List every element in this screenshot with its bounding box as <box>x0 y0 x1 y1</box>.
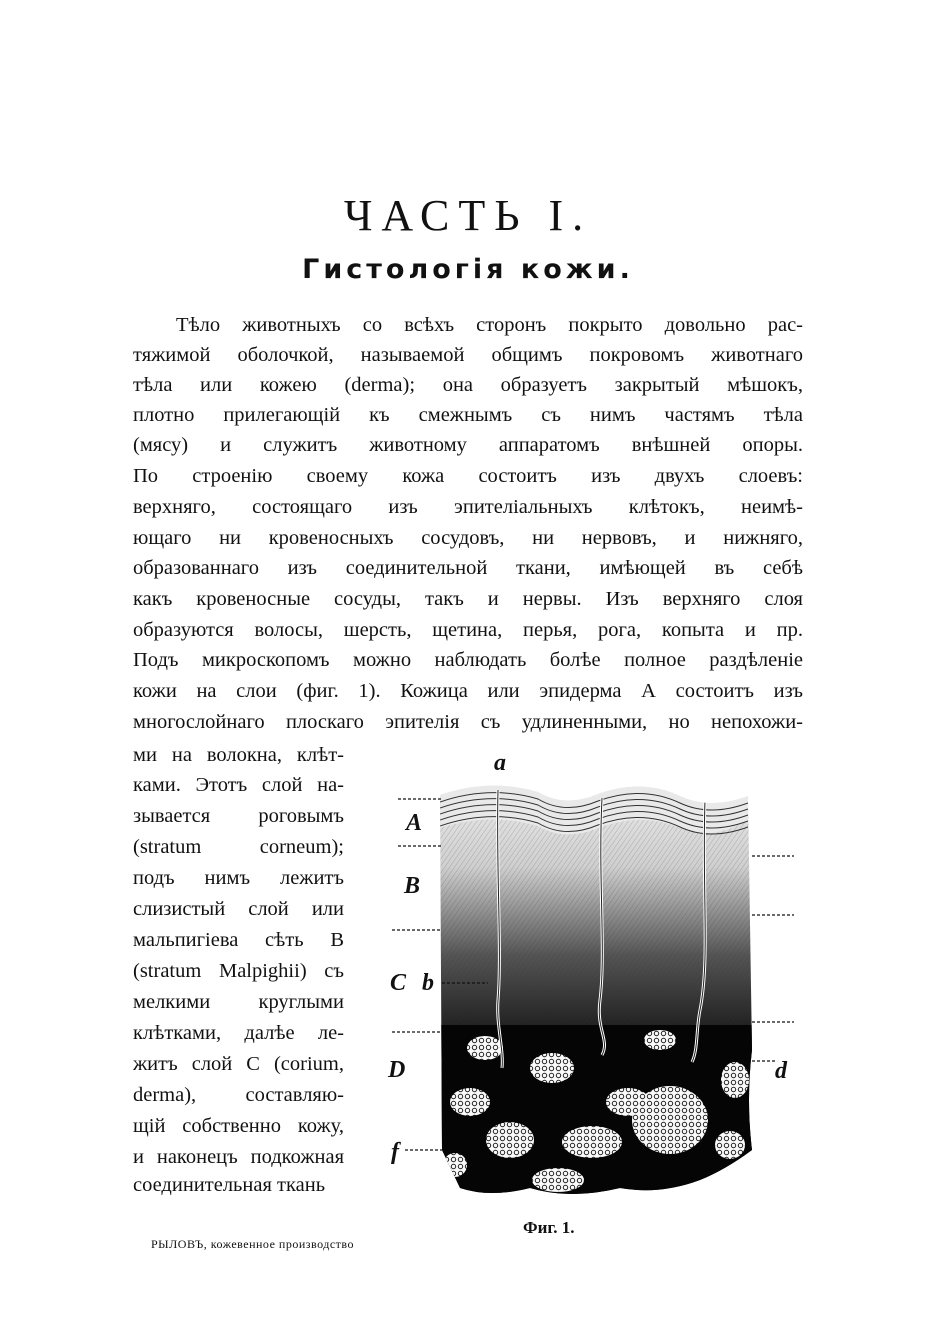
side-line: щій собственно кожу, <box>133 1115 344 1137</box>
side-line: и наконецъ подкожная <box>133 1146 344 1168</box>
side-line: ками. Этотъ слой на- <box>133 774 344 796</box>
paragraph-line: тяжимой оболочкой, называемой общимъ покровомъ животнаго <box>133 344 803 366</box>
side-line: (stratum Malpighii) съ <box>133 960 344 982</box>
part-title: ЧАСТЬ I. <box>343 191 593 240</box>
paragraph-line: Подъ микроскопомъ можно наблюдать болѣе полное раздѣленіе <box>133 649 803 671</box>
side-line: ми на волокна, клѣт- <box>133 744 344 766</box>
label-a: a <box>494 750 506 776</box>
paragraph-line: По строенію своему кожа состоитъ изъ двухъ слоевъ: <box>133 465 803 487</box>
paragraph-line: ющаго ни кровеносныхъ сосудовъ, ни нервовъ, и нижняго, <box>133 527 803 549</box>
side-line: соединительная ткань <box>133 1174 326 1196</box>
side-line: мальпигіева сѣть В <box>133 929 344 951</box>
paragraph-line: многослойнаго плоскаго эпителія съ удлиненными, но непохожи- <box>133 711 803 733</box>
skin-section-figure <box>380 750 800 1205</box>
figure-caption: Фиг. 1. <box>523 1218 575 1237</box>
side-line: (stratum corneum); <box>133 836 344 858</box>
side-line: derma), составляю- <box>133 1084 344 1106</box>
label-f: f <box>391 1139 399 1165</box>
paragraph-line: верхняго, состоящаго изъ эпителіальныхъ клѣтокъ, неимѣ- <box>133 496 803 518</box>
side-line: подъ нимъ лежитъ <box>133 867 344 889</box>
label-d: d <box>775 1058 787 1084</box>
section-title: Гистологія кожи. <box>302 254 634 285</box>
label-C: C <box>390 970 407 996</box>
paragraph-line: плотно прилегающій къ смежнымъ съ нимъ частямъ тѣла <box>133 404 803 426</box>
side-line: зывается роговымъ <box>133 805 344 827</box>
paragraph-line: Тѣло животныхъ со всѣхъ сторонъ покрыто довольно рас- <box>176 314 803 336</box>
label-D: D <box>388 1057 406 1083</box>
paragraph-line: образуются волосы, шерсть, щетина, перья, рога, копыта и пр. <box>133 619 803 641</box>
side-line: клѣтками, далѣе ле- <box>133 1022 344 1044</box>
label-b: b <box>422 970 434 996</box>
paragraph-line: тѣла или кожею (derma); она образуетъ закрытый мѣшокъ, <box>133 374 803 396</box>
side-line: слизистый слой или <box>133 898 344 920</box>
label-B: B <box>404 873 421 899</box>
page-footer-signature: РЫЛОВЪ, кожевенное производство <box>151 1237 354 1251</box>
label-A: A <box>406 810 423 836</box>
side-line: мелкими круглыми <box>133 991 344 1013</box>
side-line: житъ слой С (corium, <box>133 1053 344 1075</box>
paragraph-line: кожи на слои (фиг. 1). Кожица или эпидерма А состоитъ изъ <box>133 680 803 702</box>
paragraph-line: какъ кровеносные сосуды, такъ и нервы. Изъ верхняго слоя <box>133 588 803 610</box>
paragraph-line: образованнаго изъ соединительной ткани, имѣющей въ себѣ <box>133 557 803 579</box>
tissue-layers <box>430 770 760 1205</box>
paragraph-line: (мясу) и служитъ животному аппаратомъ внѣшней опоры. <box>133 434 803 456</box>
